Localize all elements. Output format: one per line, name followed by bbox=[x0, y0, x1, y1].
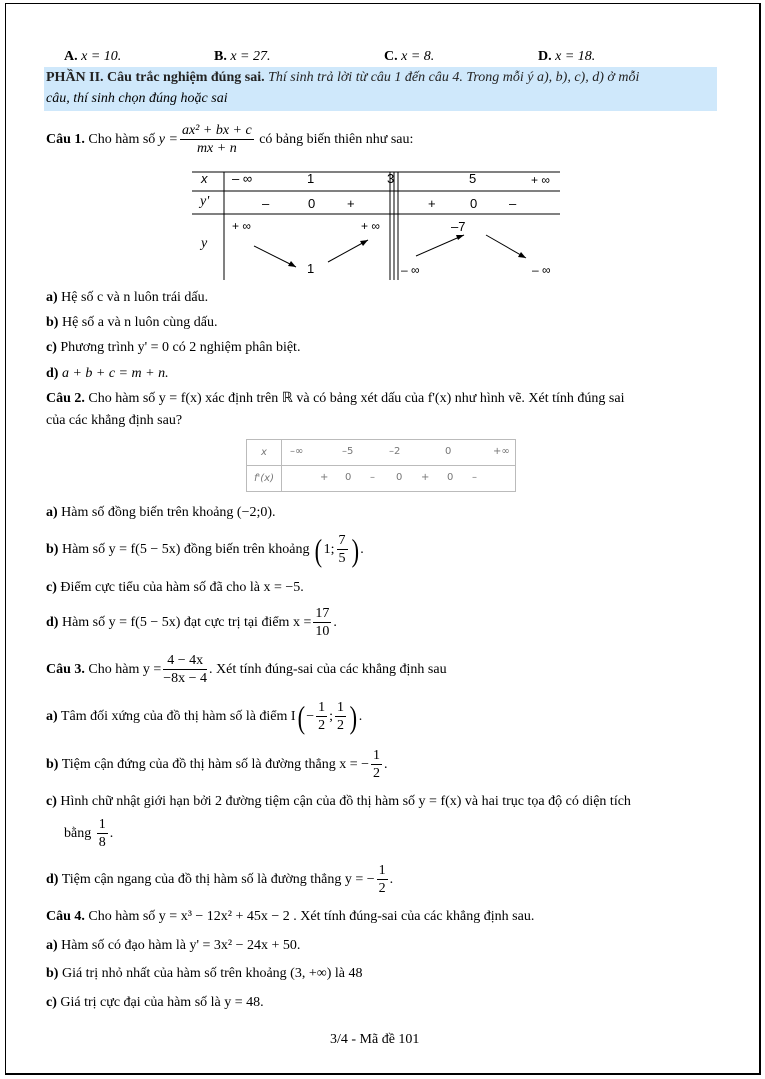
q1-y-val-3: 1 bbox=[307, 261, 315, 276]
option-c: C. x = 8. bbox=[384, 49, 435, 64]
q2-sign-3: 0 bbox=[396, 472, 403, 483]
q2-sign-5: 0 bbox=[447, 472, 454, 483]
q1-yp-val-3: + bbox=[428, 196, 436, 211]
q1-y-label: y bbox=[201, 236, 208, 251]
q3-item-a: a) Tâm đối xứng của đồ thị hàm số là điểm I( − $\frac{1}{2}$ ; $\frac{1}{2}$ ) . bbox=[46, 698, 363, 735]
q3-stem: Câu 3. Cho hàm y = $\frac{4 - 4x}{-8x - 4}$ . Xét tính đúng-sai của các khẳng định sau bbox=[46, 653, 447, 687]
part2-heading-line2: câu, thí sinh chọn đúng hoặc sai bbox=[46, 91, 228, 106]
q2-fp-label: f'(x) bbox=[247, 466, 282, 492]
q1-yp-val-2: + bbox=[347, 196, 355, 211]
q1-y-val-5: – ∞ bbox=[532, 263, 551, 277]
q2-sign-2: – bbox=[370, 472, 375, 483]
option-b: B. x = 27. bbox=[214, 49, 271, 64]
q1-yp-val-0: – bbox=[262, 196, 270, 211]
q1-yp-val-1: 0 bbox=[308, 196, 316, 211]
q4-item-c: c) Giá trị cực đại của hàm số là y = 48. bbox=[46, 995, 264, 1010]
q4-item-a: a) Hàm số có đạo hàm là y' = 3x² − 24x + 50. bbox=[46, 938, 301, 953]
q2-sign-table bbox=[246, 439, 516, 492]
q1-item-b: b) Hệ số a và n luôn cùng dấu. bbox=[46, 315, 218, 330]
q2-sign-6: – bbox=[472, 472, 477, 483]
q3-item-c-line2: bằng $\frac{1}{8}$ . bbox=[64, 817, 114, 851]
q1-y-val-1: + ∞ bbox=[361, 219, 380, 233]
option-d: D. x = 18. bbox=[538, 49, 596, 64]
q2-stem-line1: Câu 2. Cho hàm số y = f(x) xác định trên ℝ và có bảng xét dấu của f'(x) như hình vẽ. Xét tính đúng sai bbox=[46, 391, 625, 406]
page-footer: 3/4 - Mã đề 101 bbox=[330, 1032, 420, 1047]
q2-x-label: x bbox=[247, 440, 282, 466]
q1-x-val-2: 3 bbox=[387, 171, 395, 186]
part2-heading: PHẦN II. Câu trắc nghiệm đúng sai. Thí sinh trả lời từ câu 1 đến câu 4. Trong mỗi ý a), b), c), d) ở mỗi bbox=[46, 70, 640, 85]
q1-yp-val-4: 0 bbox=[470, 196, 478, 211]
q2-item-d: d) Hàm số y = f(5 − 5x) đạt cực trị tại điểm x = $\frac{17}{10}$ . bbox=[46, 606, 337, 640]
q1-stem: Câu 1. Cho hàm số y = $\frac{\text{ax² + bx + c}}{mx + n}$ có bảng biến thiên như sau: bbox=[46, 123, 414, 157]
q1-item-a: a) Hệ số c và n luôn trái dấu. bbox=[46, 290, 209, 305]
q4-stem: Câu 4. Cho hàm số y = x³ − 12x² + 45x − 2 . Xét tính đúng-sai của các khẳng định sau. bbox=[46, 909, 535, 924]
q1-x-val-4: + ∞ bbox=[531, 173, 550, 187]
q2-sign-0: + bbox=[320, 472, 329, 483]
q3-item-b: b) Tiệm cận đứng của đồ thị hàm số là đường thẳng x = − $\frac{1}{2}$ . bbox=[46, 748, 388, 782]
q3-item-d: d) Tiệm cận ngang của đồ thị hàm số là đường thẳng y = − $\frac{1}{2}$ . bbox=[46, 863, 394, 897]
q1-item-c: c) Phương trình y' = 0 có 2 nghiệm phân biệt. bbox=[46, 340, 301, 355]
q1-x-label: x bbox=[201, 171, 208, 186]
q3-item-c-line1: c) Hình chữ nhật giới hạn bởi 2 đường tiệm cận của đồ thị hàm số y = f(x) và hai trục tọa độ có diện tích bbox=[46, 794, 631, 809]
q2-x-val-0: –∞ bbox=[290, 446, 304, 457]
option-a: A. x = 10. bbox=[64, 49, 122, 64]
q2-sign-1: 0 bbox=[345, 472, 352, 483]
q1-y-val-0: + ∞ bbox=[232, 219, 251, 233]
q1-x-val-3: 5 bbox=[469, 171, 477, 186]
q1-y-val-2: –7 bbox=[451, 219, 466, 234]
q2-x-val-2: –2 bbox=[389, 446, 401, 457]
q1-item-d: d) a + b + c = m + n. bbox=[46, 366, 169, 381]
q2-x-val-4: +∞ bbox=[493, 446, 510, 457]
q2-sign-4: + bbox=[421, 472, 430, 483]
q2-item-c: c) Điểm cực tiểu của hàm số đã cho là x = −5. bbox=[46, 580, 304, 595]
q2-item-b: b) Hàm số y = f(5 − 5x) đồng biến trên khoảng ( 1; $\frac{7}{5}$ ) . bbox=[46, 531, 364, 568]
q1-yp-label: y' bbox=[200, 194, 210, 209]
q1-x-val-1: 1 bbox=[307, 171, 315, 186]
q1-y-val-4: – ∞ bbox=[401, 263, 420, 277]
q2-x-val-3: 0 bbox=[445, 446, 452, 457]
q4-item-b: b) Giá trị nhỏ nhất của hàm số trên khoảng (3, +∞) là 48 bbox=[46, 966, 363, 981]
q1-yp-val-5: – bbox=[509, 196, 517, 211]
q2-item-a: a) Hàm số đồng biến trên khoảng (−2;0). bbox=[46, 505, 276, 520]
q2-x-val-1: –5 bbox=[342, 446, 354, 457]
q2-stem-line2: của các khẳng định sau? bbox=[46, 413, 183, 428]
q1-x-val-0: – ∞ bbox=[232, 171, 253, 186]
